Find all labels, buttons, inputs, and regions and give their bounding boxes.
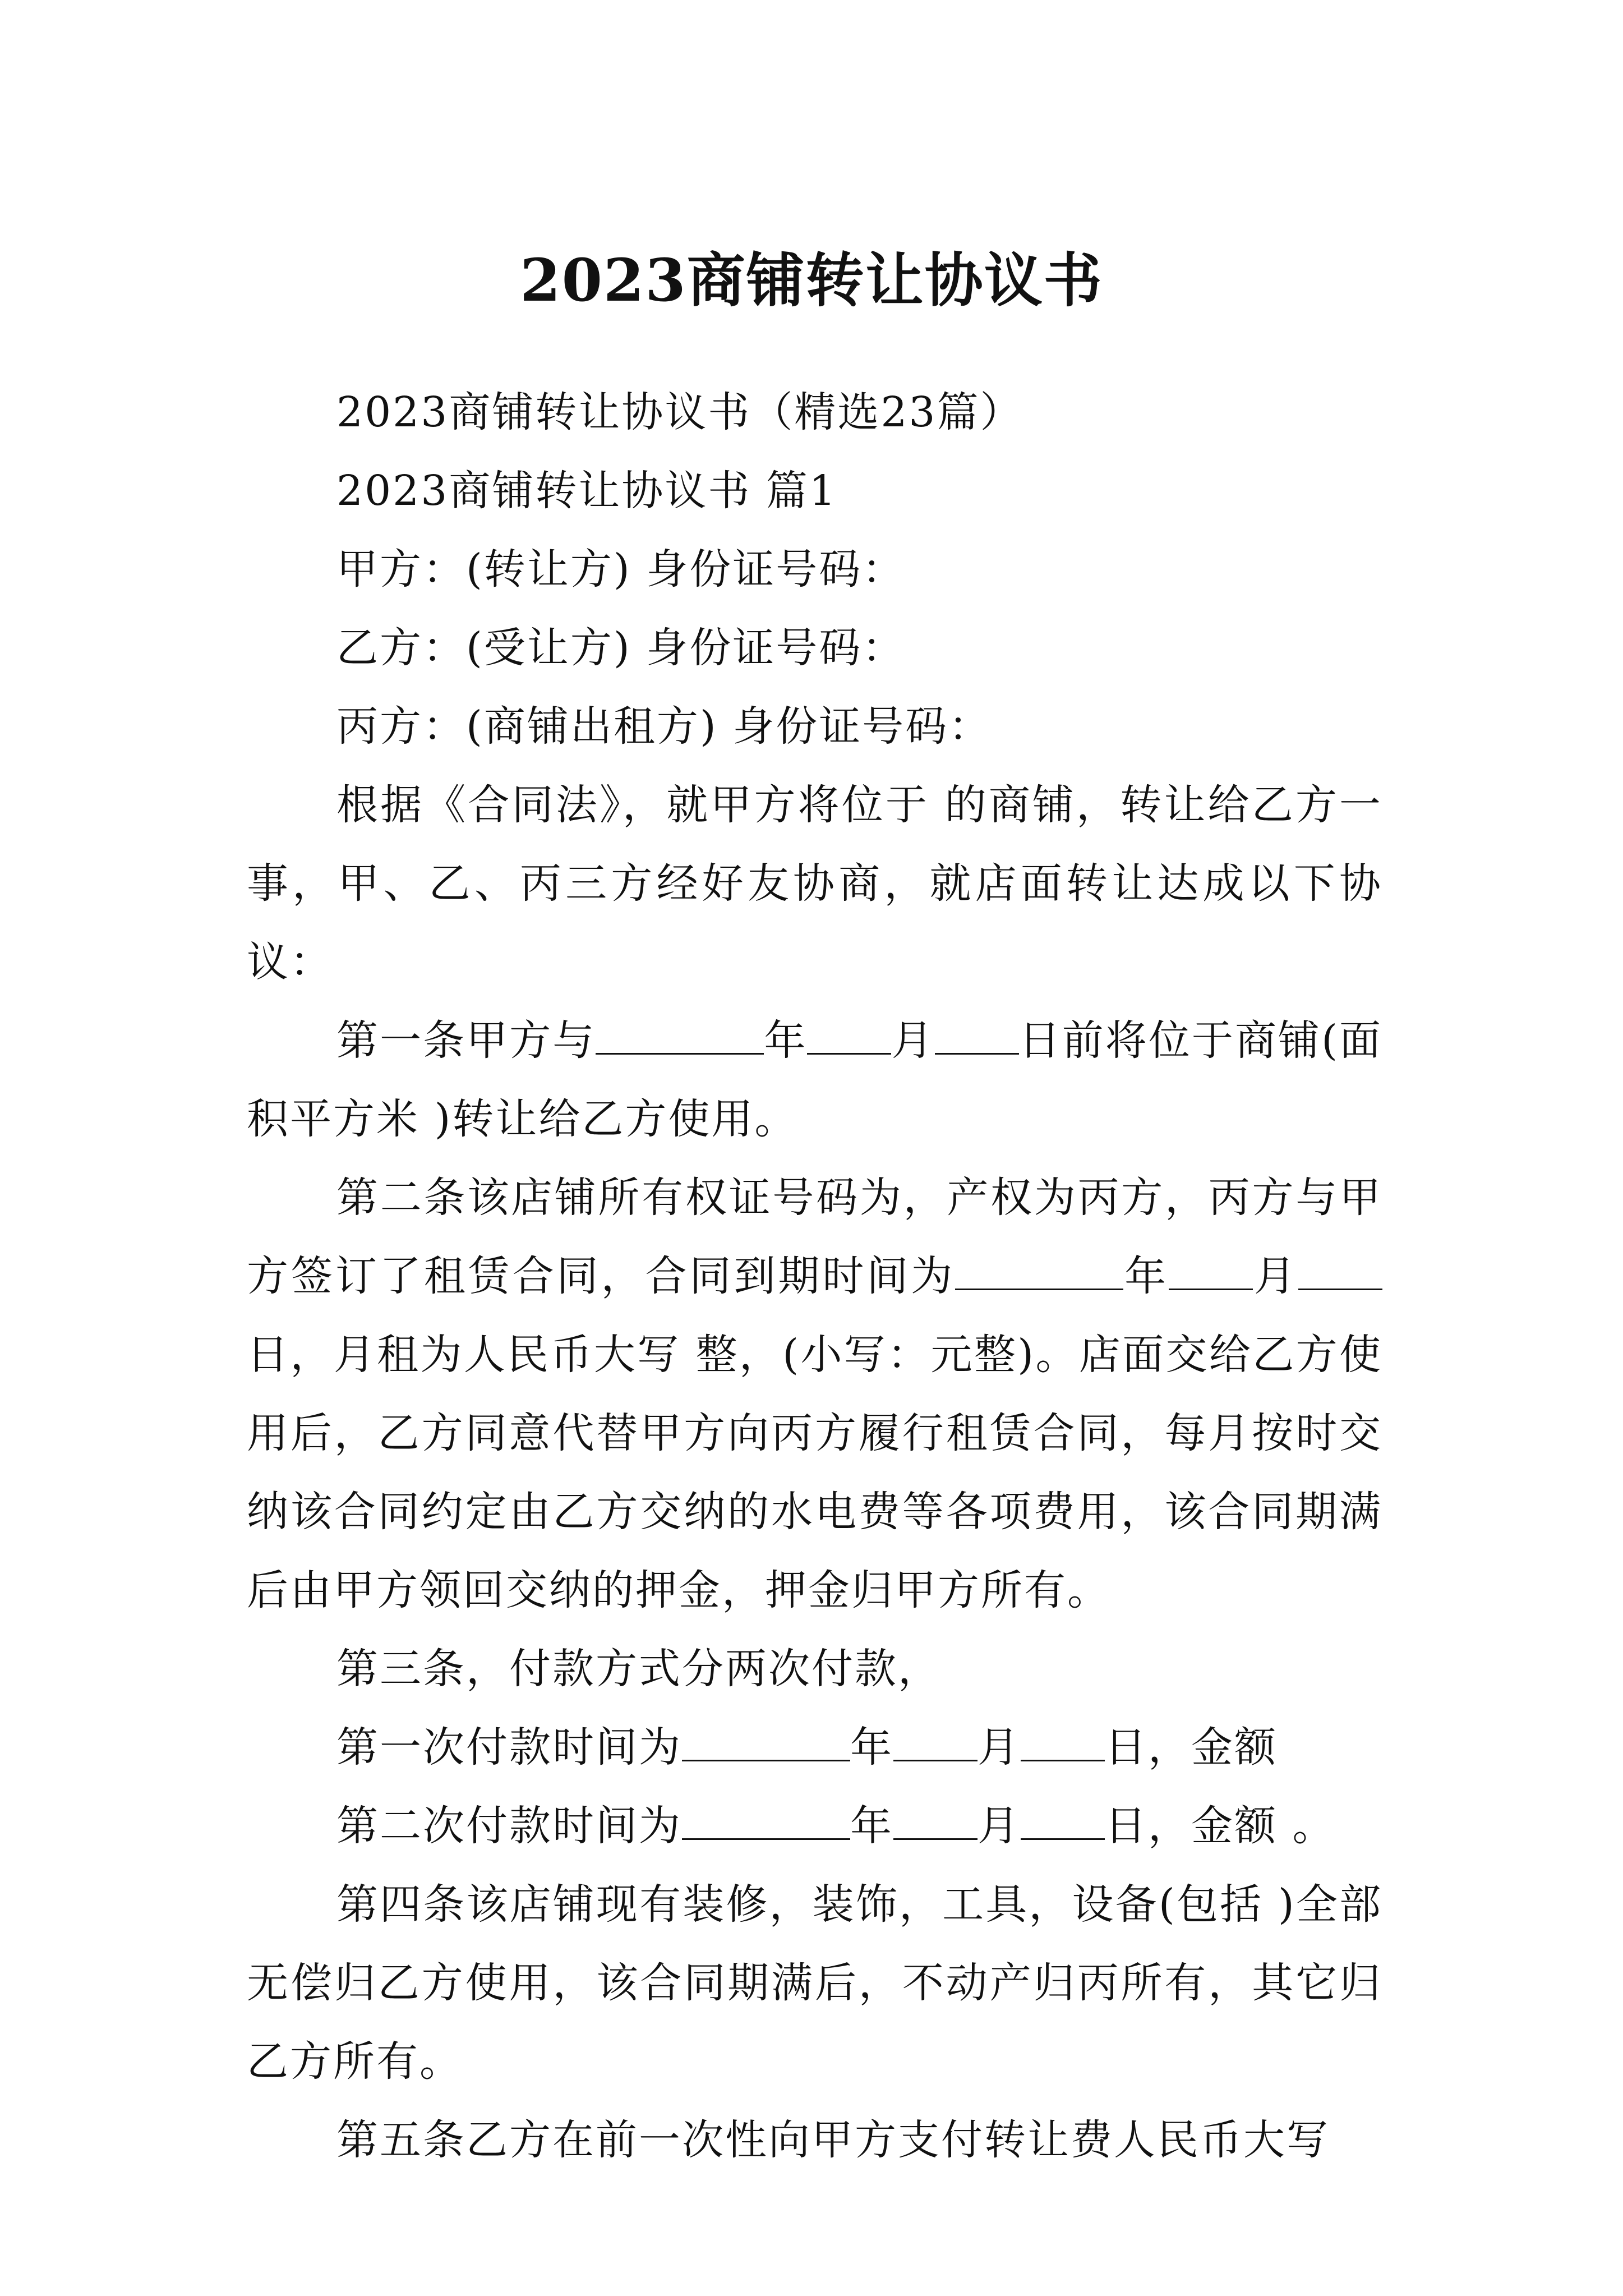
blank-line xyxy=(596,1019,764,1055)
payment-second xyxy=(247,1787,1382,1865)
article-2-prefix: 第二条该店铺所有权证号码为，产权为丙方，丙方与甲方签订了租赁合同，合同到期时间为 xyxy=(247,1174,1382,1300)
payment-first xyxy=(247,1708,1382,1787)
year-label: 年 xyxy=(850,1723,893,1772)
article-1-suffix: 日前将位于商铺(面积平方米 )转让给乙方使用。 xyxy=(247,1016,1383,1143)
year-label: 年 xyxy=(1123,1252,1169,1300)
year-label: 年 xyxy=(850,1802,893,1850)
party-a-line: 甲方：(转让方) 身份证号码： xyxy=(336,545,906,593)
blank-line xyxy=(807,1019,891,1055)
document-body xyxy=(247,373,1382,2179)
party-c-line: 丙方：(商铺出租方) 身份证号码： xyxy=(336,702,992,751)
month-label: 月 xyxy=(891,1016,935,1065)
article-1-prefix: 第一条甲方与 xyxy=(336,1016,596,1065)
article-5: 第五条乙方在前一次性向甲方支付转让费人民币大写 xyxy=(336,2116,1330,2164)
month-label: 月 xyxy=(978,1723,1021,1772)
blank-line xyxy=(935,1019,1019,1055)
document-subtitle: 2023商铺转让协议书（精选23篇） xyxy=(336,388,1023,436)
month-label: 月 xyxy=(1253,1252,1299,1300)
payment-second-suffix: 日，金额 。 xyxy=(1105,1802,1336,1850)
payment-first-suffix: 日，金额 xyxy=(1105,1723,1278,1772)
article-2-suffix: 日，月租为人民币大写 整，(小写：元整)。店面交给乙方使用后，乙方同意代替甲方向丙方履行租赁合同，每月按时交纳该合同约定由乙方交纳的水电费等各项费用，该合同期满后由甲方领回交纳的押金，押金归甲方所有。 xyxy=(247,1331,1382,1614)
blank-line xyxy=(893,1726,978,1761)
blank-line xyxy=(1021,1726,1105,1761)
blank-line xyxy=(955,1255,1123,1290)
blank-line xyxy=(1298,1255,1382,1290)
section-heading: 2023商铺转让协议书 篇1 xyxy=(336,467,837,515)
document-title: 2023商铺转让协议书 xyxy=(520,245,1103,315)
intro-paragraph: 根据《合同法》，就甲方将位于 的商铺，转让给乙方一事，甲、乙、丙三方经好友协商，就店面转让达成以下协议： xyxy=(247,781,1382,986)
article-1 xyxy=(247,1001,1382,1158)
blank-line xyxy=(893,1805,978,1840)
month-label: 月 xyxy=(978,1802,1021,1850)
payment-first-prefix: 第一次付款时间为 xyxy=(336,1723,682,1772)
blank-line xyxy=(1169,1255,1253,1290)
payment-second-prefix: 第二次付款时间为 xyxy=(336,1802,682,1850)
blank-line xyxy=(682,1805,850,1840)
article-2 xyxy=(247,1158,1382,1630)
blank-line xyxy=(1021,1805,1105,1840)
article-4: 第四条该店铺现有装修，装饰，工具，设备(包括 )全部无偿归乙方使用，该合同期满后，不动产归丙所有，其它归乙方所有。 xyxy=(247,1880,1382,2086)
article-3: 第三条，付款方式分两次付款， xyxy=(336,1645,941,1693)
year-label: 年 xyxy=(764,1016,808,1065)
blank-line xyxy=(682,1726,850,1761)
party-b-line: 乙方：(受让方) 身份证号码： xyxy=(336,624,906,672)
